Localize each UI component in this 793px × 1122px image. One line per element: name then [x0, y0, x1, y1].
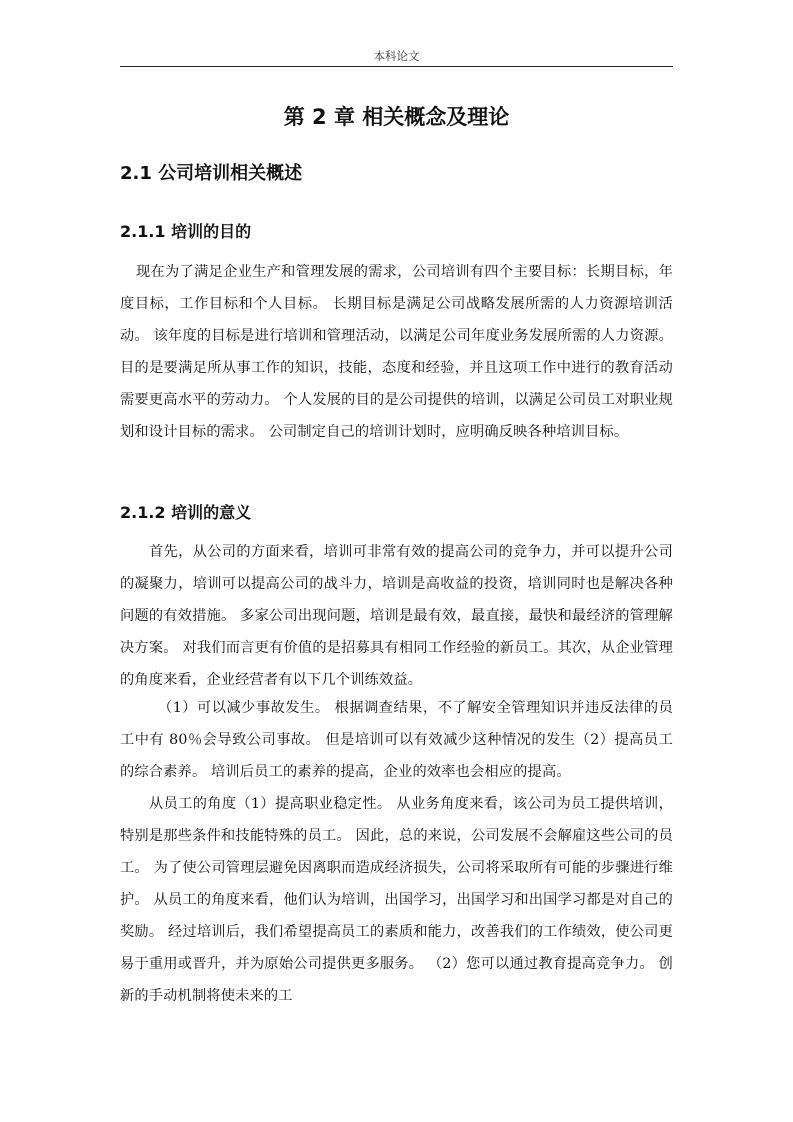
paragraph-significance-intro: 首先，从公司的方面来看，培训可非常有效的提高公司的竞争力，并可以提升公司的凝聚力，培训可以提高公司的战斗力，培训是高收益的投资，培训同时也是解决各种问题的有效措施。 多家公司出现问题，培训是最有效，最直接，最快和最经济的管理解决方案。 对我们而言更有价值的是招募具有相同工作经验的新员工。其次，从企业管理的角度来看，企业经营者有以下几个训练效益。: [120, 544, 673, 688]
chapter-title: 第 2 章 相关概念及理论: [283, 105, 510, 129]
running-header: [120, 48, 673, 67]
paragraph-purpose: 现在为了满足企业生产和管理发展的需求，公司培训有四个主要目标：长期目标，年度目标，工作目标和个人目标。 长期目标是满足公司战略发展所需的人力资源培训活动。 该年度的目标是进行培训和管理活动，以满足公司年度业务发展所需的人力资源。 目的是要满足所从事工作的知识，技能，态度和经验，并且这项工作中进行的教育活动需要更高水平的劳动力。 个人发展的目的是公司提供的培训，以满足公司员工对职业规划和设计目标的需求。 公司制定自己的培训计划时，应明确反映各种培训目标。: [120, 264, 673, 440]
subsection-title-purpose: 2.1.1 培训的目的: [120, 222, 252, 241]
paragraph-significance-enterprise: （1）可以减少事故发生。 根据调查结果，不了解安全管理知识并违反法律的员工中有 80％会导致公司事故。 但是培训可以有效减少这种情况的发生（2）提高员工的综合素养。 培训后员工的素养的提高，企业的效率也会相应的提高。: [120, 700, 673, 780]
subsection-title-significance: 2.1.2 培训的意义: [120, 503, 252, 522]
paragraph-significance-employee: 从员工的角度（1）提高职业稳定性。 从业务角度来看，该公司为员工提供培训，特别是那些条件和技能特殊的员工。 因此，总的来说，公司发展不会解雇这些公司的员工。 为了使公司管理层避免因离职而造成经济损失，公司将采取所有可能的步骤进行维护。 从员工的角度来看，他们认为培训，出国学习，出国学习和出国学习都是对自己的奖励。 经过培训后，我们希望提高员工的素质和能力，改善我们的工作绩效，使公司更易于重用或晋升，并为原始公司提供更多服务。 （2）您可以通过教育提高竞争力。 创新的手动机制将使未来的工: [120, 796, 673, 1004]
running-header-text: 本科论文: [373, 49, 420, 63]
section-title: 2.1 公司培训相关概述: [120, 163, 303, 184]
